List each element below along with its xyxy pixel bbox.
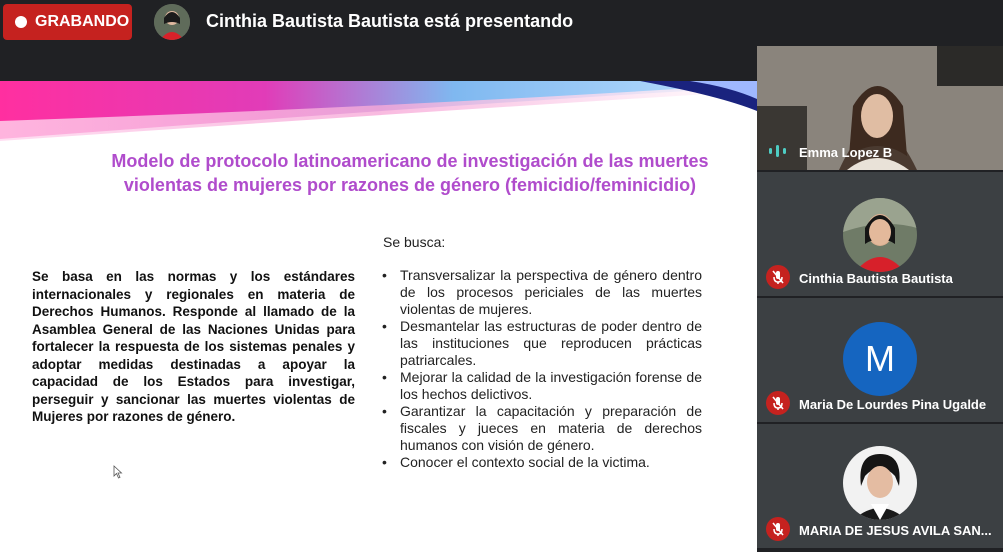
presenter-avatar-icon [154,4,190,40]
slide-left-paragraph: Se basa en las normas y los estándares internacionales y regionales en materia de Derechos Humanos. Responde al llamado de la Asamblea General de las Naciones Unidas para fortalecer la respuesta de los sistemas penales y adoptar medidas destinadas a apoyar la capacidad de los Estados para investigar, perseguir y sancionar las muertes violentas de Mujeres por razones de género. [32,269,355,424]
avatar-photo-icon [843,446,917,520]
record-dot-icon [15,16,27,28]
participants-sidebar [757,44,1003,547]
participant-tile-emma[interactable] [757,46,1003,170]
slide-header-decoration [0,81,757,141]
avatar [843,446,917,520]
participant-tile-maria-jesus[interactable] [757,424,1003,548]
avatar-photo-icon [843,198,917,272]
presentation-slide [0,81,757,552]
participant-tile-cinthia[interactable] [757,172,1003,296]
list-item: • Conocer el contexto social de la victima. [382,454,702,471]
mic-off-icon [766,391,790,415]
slide-title: Modelo de protocolo latinoamericano de investigación de las muertes violentas de mujeres por razones de género (femicidio/feminicidio) [111,151,709,195]
avatar [843,198,917,272]
mic-off-icon [766,517,790,541]
participant-name: Cinthia Bautista Bautista [799,271,953,286]
slide-right-heading: Se busca: [383,234,446,250]
participant-name: MARIA DE JESUS AVILA SAN... [799,523,992,538]
participant-tile-maria-lourdes[interactable] [757,298,1003,422]
list-item: • Desmantelar las estructuras de poder dentro de las instituciones que reproducen prácticas patriarcales. [382,318,702,369]
recording-label: GRABANDO [35,13,130,30]
top-bar [0,0,1003,44]
presenter-avatar [154,4,190,40]
mouse-cursor-icon [113,465,123,479]
list-item: • Garantizar la capacitación y preparación de fiscales y jueces en materia de derechos humanos con visión de género. [382,403,702,454]
audio-active-icon [768,144,788,158]
list-item: • Transversalizar la perspectiva de género dentro de los procesos periciales de las muertes violentas de mujeres. [382,267,702,318]
presenter-title: Cinthia Bautista Bautista está presentando [206,11,574,31]
avatar-initial: M [843,322,917,396]
presentation-stage [0,44,757,547]
list-item: • Mejorar la calidad de la investigación forense de los hechos delictivos. [382,369,702,403]
slide-bullet-list [382,267,702,471]
mic-off-icon [766,265,790,289]
participant-name: Maria De Lourdes Pina Ugalde [799,397,987,412]
participant-name: Emma Lopez B [799,145,893,160]
recording-button[interactable] [3,4,132,40]
